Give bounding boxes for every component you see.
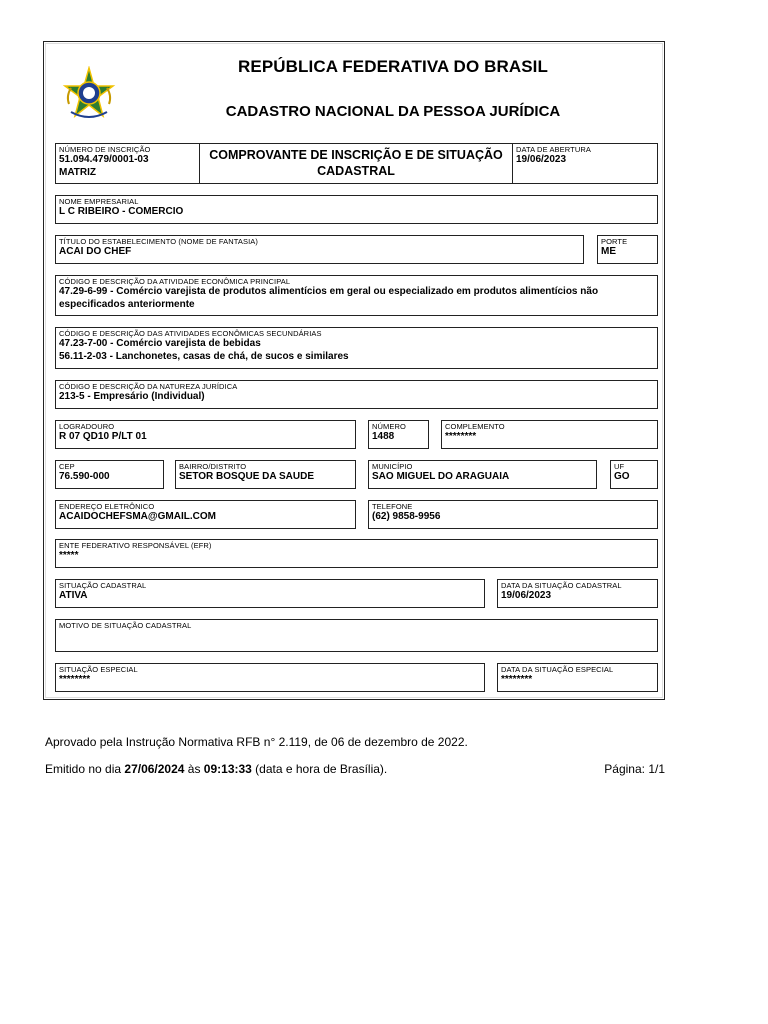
data-situacao-label: DATA DA SITUAÇÃO CADASTRAL (501, 581, 622, 590)
situacao-box (55, 579, 485, 608)
logradouro-value: R 07 QD10 P/LT 01 (59, 431, 147, 442)
situacao-label: SITUAÇÃO CADASTRAL (59, 581, 147, 590)
telefone-box (368, 500, 658, 529)
nome-empresarial-box (55, 195, 658, 224)
page-number: Página: 1/1 (604, 762, 665, 776)
logradouro-label: LOGRADOURO (59, 422, 115, 431)
data-especial-value: ******** (501, 674, 533, 685)
complemento-value: ******** (445, 431, 477, 442)
motivo-box (55, 619, 658, 652)
atividade-secundaria-item: 56.11-2-03 - Lanchonetes, casas de chá, de sucos e similares (59, 351, 349, 362)
situacao-especial-box (55, 663, 485, 692)
porte-label: PORTE (601, 237, 628, 246)
efr-label: ENTE FEDERATIVO RESPONSÁVEL (EFR) (59, 541, 212, 550)
brazil-coat-of-arms-icon (61, 66, 117, 122)
uf-box (610, 460, 658, 489)
approval-note: Aprovado pela Instrução Normativa RFB n° 2.119, de 06 de dezembro de 2022. (45, 735, 468, 749)
cep-value: 76.590-000 (59, 471, 110, 482)
natureza-box (55, 380, 658, 409)
motivo-label: MOTIVO DE SITUAÇÃO CADASTRAL (59, 621, 192, 630)
data-situacao-value: 19/06/2023 (501, 590, 552, 601)
emission-line: Emitido no dia 27/06/2024 às 09:13:33 (data e hora de Brasília). (45, 762, 388, 776)
porte-value: ME (601, 246, 616, 257)
porte-box (597, 235, 658, 264)
atividade-principal-line2: especificados anteriormente (59, 299, 195, 310)
atividade-principal-label: CÓDIGO E DESCRIÇÃO DA ATIVIDADE ECONÔMICA PRINCIPAL (59, 277, 291, 286)
atividade-principal-line1: 47.29-6-99 - Comércio varejista de produtos alimentícios em geral ou especializado em produtos alimentícios não (59, 286, 599, 297)
bairro-label: BAIRRO/DISTRITO (179, 462, 247, 471)
situacao-especial-label: SITUAÇÃO ESPECIAL (59, 665, 138, 674)
complemento-box (441, 420, 658, 449)
uf-value: GO (614, 471, 630, 482)
numero-box (368, 420, 429, 449)
atividade-secundaria-item: 47.23-7-00 - Comércio varejista de bebidas (59, 338, 261, 349)
email-label: ENDEREÇO ELETRÔNICO (59, 502, 155, 511)
page-subtitle: CADASTRO NACIONAL DA PESSOA JURÍDICA (225, 103, 561, 120)
efr-box (55, 539, 658, 568)
complemento-label: COMPLEMENTO (445, 422, 505, 431)
inscricao-number: 51.094.479/0001-03 (59, 154, 149, 165)
inscricao-label: NÚMERO DE INSCRIÇÃO (59, 145, 151, 154)
data-especial-box (497, 663, 658, 692)
abertura-label: DATA DE ABERTURA (516, 145, 591, 154)
bairro-box (175, 460, 356, 489)
efr-value: ***** (59, 550, 79, 561)
atividades-secundarias-box (55, 327, 658, 369)
bairro-value: SETOR BOSQUE DA SAUDE (179, 471, 315, 482)
municipio-box (368, 460, 597, 489)
situacao-value: ATIVA (59, 590, 88, 601)
abertura-box (512, 143, 658, 184)
data-especial-label: DATA DA SITUAÇÃO ESPECIAL (501, 665, 614, 674)
situacao-especial-value: ******** (59, 674, 91, 685)
abertura-value: 19/06/2023 (516, 154, 567, 165)
comprovante-title: COMPROVANTE DE INSCRIÇÃO E DE SITUAÇÃO CADASTRAL (209, 148, 503, 178)
cep-label: CEP (59, 462, 75, 471)
emission-time: 09:13:33 (203, 762, 252, 776)
fantasia-value: ACAI DO CHEF (59, 246, 132, 257)
data-situacao-box (497, 579, 658, 608)
numero-label: NÚMERO (372, 422, 406, 431)
municipio-label: MUNICÍPIO (372, 462, 413, 471)
atividade-principal-box (55, 275, 658, 316)
inscricao-box (55, 143, 200, 184)
atividades-secundarias-label: CÓDIGO E DESCRIÇÃO DAS ATIVIDADES ECONÔMICAS SECUNDÁRIAS (59, 329, 322, 338)
fantasia-box (55, 235, 584, 264)
nome-empresarial-label: NOME EMPRESARIAL (59, 197, 139, 206)
nome-empresarial-value: L C RIBEIRO - COMERCIO (59, 206, 184, 217)
comprovante-box (199, 143, 513, 184)
email-value: ACAIDOCHEFSMA@GMAIL.COM (59, 511, 216, 522)
natureza-label: CÓDIGO E DESCRIÇÃO DA NATUREZA JURÍDICA (59, 382, 238, 391)
telefone-label: TELEFONE (372, 502, 413, 511)
telefone-value: (62) 9858-9956 (372, 511, 441, 522)
uf-label: UF (614, 462, 625, 471)
inscricao-type: MATRIZ (59, 167, 97, 178)
cep-box (55, 460, 164, 489)
municipio-value: SAO MIGUEL DO ARAGUAIA (372, 471, 510, 482)
logradouro-box (55, 420, 356, 449)
page-title: REPÚBLICA FEDERATIVA DO BRASIL (238, 57, 548, 76)
email-box (55, 500, 356, 529)
emission-date: 27/06/2024 (124, 762, 185, 776)
numero-value: 1488 (372, 431, 395, 442)
fantasia-label: TÍTULO DO ESTABELECIMENTO (NOME DE FANTASIA) (59, 237, 259, 246)
natureza-value: 213-5 - Empresário (Individual) (59, 391, 205, 402)
